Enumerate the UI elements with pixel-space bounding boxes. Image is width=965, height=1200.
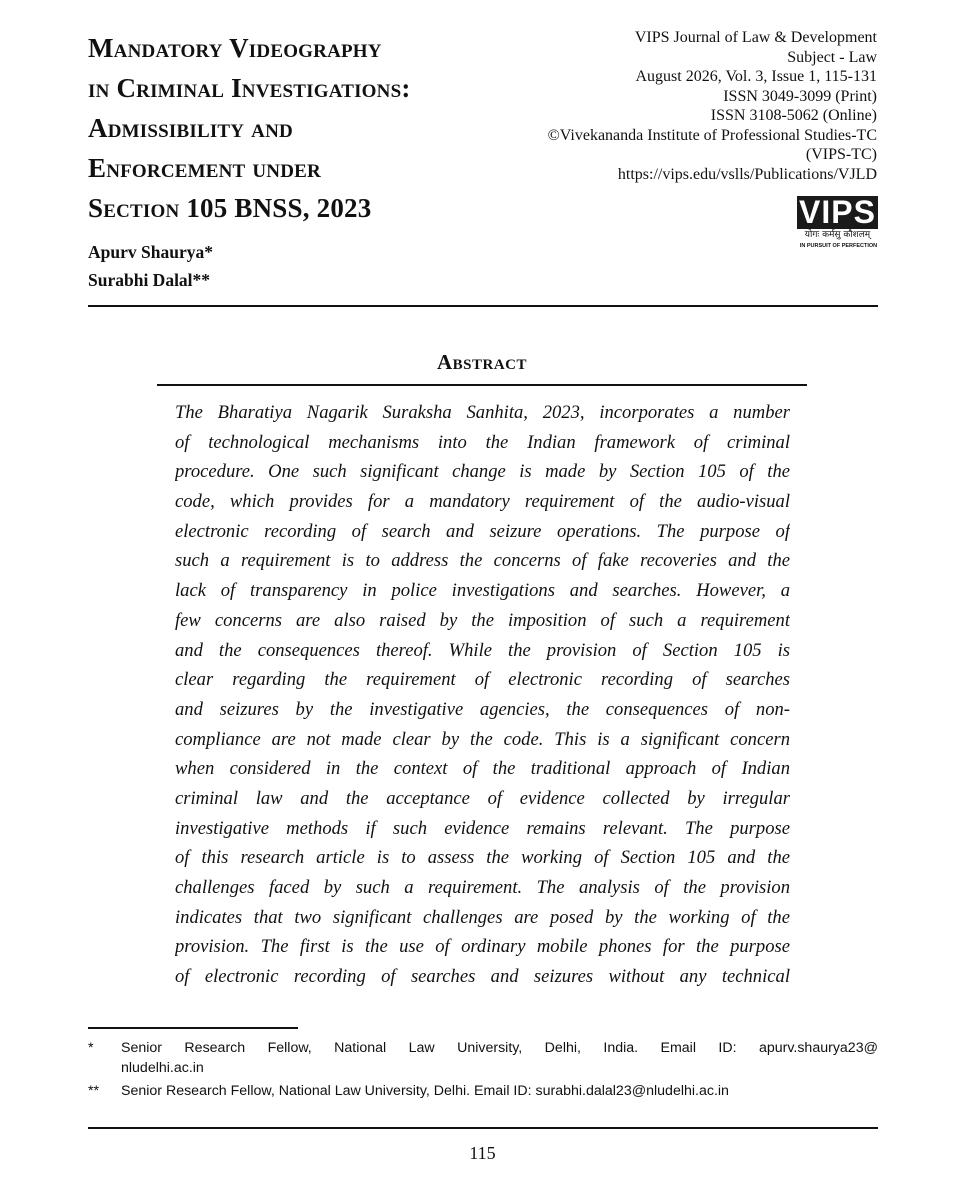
abstract-line: few concerns are also raised by the imposition of such a requirement bbox=[175, 609, 790, 631]
journal-subject: Subject - Law bbox=[787, 48, 877, 66]
footnote-text bbox=[121, 1038, 878, 1078]
abstract-line: compliance are not made clear by the code. This is a significant concern bbox=[175, 728, 790, 750]
abstract-line: and seizures by the investigative agencies, the consequences of non- bbox=[175, 698, 790, 720]
abstract-line: electronic recording of search and seizure operations. The purpose of bbox=[175, 520, 790, 542]
footnote-line: nludelhi.ac.in bbox=[121, 1060, 204, 1076]
vips-logo bbox=[797, 196, 880, 252]
title-line: Section 105 BNSS, 2023 bbox=[88, 193, 372, 223]
title-line: Mandatory Videography bbox=[88, 33, 382, 63]
journal-issue: August 2026, Vol. 3, Issue 1, 115-131 bbox=[635, 68, 877, 85]
issn-print: ISSN 3049-3099 (Print) bbox=[723, 87, 877, 105]
issn-online: ISSN 3108-5062 (Online) bbox=[710, 107, 877, 124]
journal-info bbox=[477, 28, 877, 184]
abstract-line: procedure. One such significant change is made by Section 105 of the bbox=[175, 461, 790, 483]
footnote-divider bbox=[88, 1027, 298, 1029]
article-title bbox=[88, 28, 508, 228]
journal-url: https://vips.edu/vslls/Publications/VJLD bbox=[617, 165, 877, 183]
abstract-divider bbox=[157, 384, 807, 386]
logo-mark: VIPS bbox=[797, 196, 878, 229]
title-line: Admissibility and bbox=[88, 113, 293, 143]
footnote-line: Senior Research Fellow, National Law University, Delhi, India. Email ID: apurv.shaurya23@ bbox=[121, 1040, 878, 1056]
abstract-line: investigative methods if such evidence remains relevant. The purpose bbox=[175, 817, 790, 839]
abstract-line: code, which provides for a mandatory requirement of the audio-visual bbox=[175, 491, 790, 513]
footnote-text bbox=[121, 1081, 878, 1101]
header-divider bbox=[88, 305, 878, 307]
author-name: Apurv Shaurya* bbox=[88, 242, 213, 262]
abstract-line: The Bharatiya Nagarik Suraksha Sanhita, 2023, incorporates a number bbox=[175, 402, 790, 423]
abstract-line: of this research article is to assess the working of Section 105 and the bbox=[175, 847, 790, 869]
footnote-marker: * bbox=[88, 1040, 94, 1056]
logo-motto: योगः कर्मसु कौशलम् bbox=[804, 230, 871, 240]
abstract-line: indicates that two significant challenges are posed by the working of the bbox=[175, 906, 790, 928]
abstract-heading: Abstract bbox=[436, 350, 528, 374]
journal-name: VIPS Journal of Law & Development bbox=[634, 29, 877, 46]
footnote-1 bbox=[88, 1038, 878, 1078]
abstract-body bbox=[175, 398, 790, 992]
copyright-line-cont: (VIPS-TC) bbox=[805, 146, 877, 163]
copyright-line: ©Vivekananda Institute of Professional Studies-TC bbox=[547, 126, 877, 144]
title-line: Enforcement under bbox=[88, 153, 321, 183]
abstract-line: lack of transparency in police investigations and searches. However, a bbox=[175, 580, 790, 602]
abstract-line: of technological mechanisms into the Indian framework of criminal bbox=[175, 431, 790, 453]
abstract-line: criminal law and the acceptance of evidence collected by irregular bbox=[175, 787, 790, 809]
title-line: in Criminal Investigations: bbox=[88, 73, 411, 103]
abstract-line: and the consequences thereof. While the provision of Section 105 is bbox=[175, 639, 790, 661]
abstract-line: provision. The first is the use of ordinary mobile phones for the purpose bbox=[175, 936, 790, 958]
logo-tagline: IN PURSUIT OF PERFECTION bbox=[799, 243, 878, 249]
author-name: Surabhi Dalal** bbox=[88, 270, 211, 290]
footnote-marker: ** bbox=[88, 1083, 100, 1099]
abstract-line: such a requirement is to address the concerns of fake recoveries and the bbox=[175, 550, 790, 572]
abstract-line: challenges faced by such a requirement. The analysis of the provision bbox=[175, 877, 790, 898]
page-footer-divider bbox=[88, 1127, 878, 1129]
abstract-line: clear regarding the requirement of electronic recording of searches bbox=[175, 669, 790, 691]
abstract-line: when considered in the context of the traditional approach of Indian bbox=[175, 758, 790, 780]
footnote-2 bbox=[88, 1081, 878, 1101]
page-number: 115 bbox=[469, 1143, 496, 1163]
abstract-line: of electronic recording of searches and seizures without any technical bbox=[175, 966, 790, 988]
footnote-line: Senior Research Fellow, National Law University, Delhi. Email ID: surabhi.dalal23@nludelhi.ac.in bbox=[121, 1083, 729, 1099]
